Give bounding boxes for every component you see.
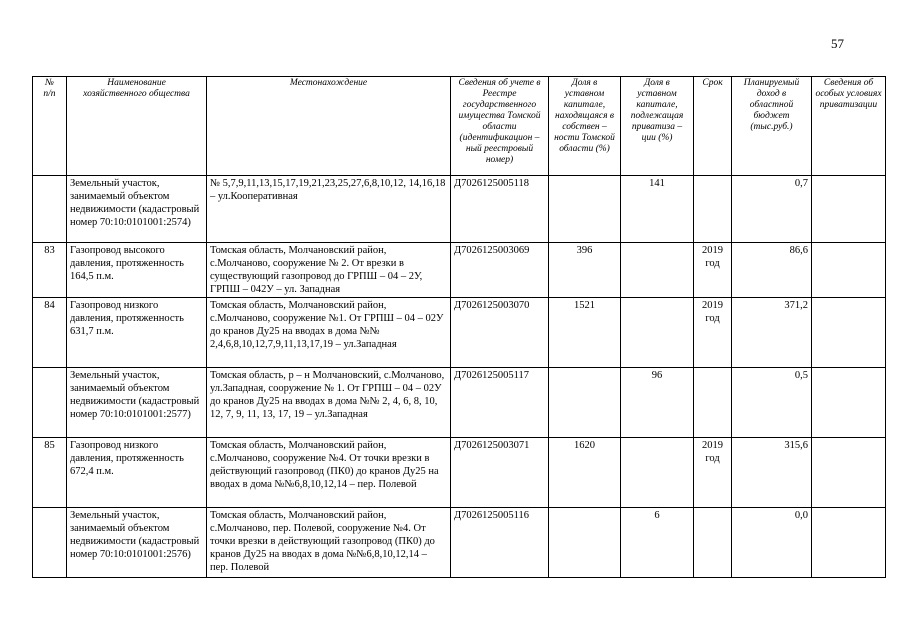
cell-registry: Д7026125003070 (451, 298, 549, 368)
cell-conditions (812, 508, 886, 578)
cell-location: № 5,7,9,11,13,15,17,19,21,23,25,27,6,8,10,12, 14,16,18 – ул.Кооперативная (207, 176, 451, 243)
cell-share-priv: 141 (621, 176, 694, 243)
cell-num (33, 368, 67, 438)
header-registry: Сведения об учете в Реестре государственного имущества Томской области (идентификацион – ный реестровый номер) (451, 77, 549, 176)
cell-share-priv: 6 (621, 508, 694, 578)
cell-name: Земельный участок, занимаемый объектом недвижимости (кадастровый номер 70:10:0101001:2576) (67, 508, 207, 578)
table-row (33, 243, 886, 298)
cell-term (694, 368, 732, 438)
table-row (33, 298, 886, 368)
cell-conditions (812, 176, 886, 243)
header-location: Местонахождение (207, 77, 451, 176)
cell-registry: Д7026125005118 (451, 176, 549, 243)
cell-num: 85 (33, 438, 67, 508)
table-row (33, 176, 886, 243)
cell-share-priv (621, 298, 694, 368)
privatization-table (32, 76, 886, 578)
cell-term (694, 508, 732, 578)
cell-name: Земельный участок, занимаемый объектом недвижимости (кадастровый номер 70:10:0101001:2577) (67, 368, 207, 438)
cell-registry: Д7026125005116 (451, 508, 549, 578)
cell-name: Газопровод низкого давления, протяженность 672,4 п.м. (67, 438, 207, 508)
cell-conditions (812, 368, 886, 438)
cell-income: 0,0 (732, 508, 812, 578)
cell-income: 86,6 (732, 243, 812, 298)
cell-name: Газопровод низкого давления, протяженность 631,7 п.м. (67, 298, 207, 368)
cell-conditions (812, 298, 886, 368)
cell-income: 315,6 (732, 438, 812, 508)
header-name: Наименование хозяйственного общества (67, 77, 207, 176)
cell-registry: Д7026125003071 (451, 438, 549, 508)
header-conditions: Сведения об особых условиях приватизации (812, 77, 886, 176)
cell-name: Земельный участок, занимаемый объектом недвижимости (кадастровый номер 70:10:0101001:2574) (67, 176, 207, 243)
cell-num: 84 (33, 298, 67, 368)
cell-location: Томская область, Молчановский район, с.Молчаново, сооружение № 2. От врезки в существующий газопровод до ГРПШ – 04 – 2У, ГРПШ – 042У – ул. Западная (207, 243, 451, 298)
table-row (33, 438, 886, 508)
cell-location: Томская область, Молчановский район, с.Молчаново, сооружение №1. От ГРПШ – 04 – 02У до кранов Ду25 на вводах в дома №№ 2,4,6,8,10,12,7,9,11,13,17,19 – ул.Западная (207, 298, 451, 368)
cell-num (33, 176, 67, 243)
cell-share-owned: 396 (549, 243, 621, 298)
header-share-priv: Доля в уставном капитале, подлежащая приватиза – ции (%) (621, 77, 694, 176)
header-num: № п/п (33, 77, 67, 176)
cell-term: 2019 год (694, 438, 732, 508)
cell-term: 2019 год (694, 298, 732, 368)
cell-share-priv (621, 243, 694, 298)
cell-share-owned (549, 368, 621, 438)
cell-num (33, 508, 67, 578)
cell-registry: Д7026125003069 (451, 243, 549, 298)
header-row (33, 77, 886, 176)
cell-share-priv (621, 438, 694, 508)
cell-income: 0,5 (732, 368, 812, 438)
cell-income: 0,7 (732, 176, 812, 243)
cell-registry: Д7026125005117 (451, 368, 549, 438)
cell-share-owned (549, 508, 621, 578)
cell-location: Томская область, р – н Молчановский, с.Молчаново, ул.Западная, сооружение № 1. От ГРПШ – 04 – 02У до кранов Ду25 на вводах в дома №№ 2, 4, 6, 8, 10, 12, 7, 9, 11, 13, 17, 19 – ул.Западная (207, 368, 451, 438)
header-term: Срок (694, 77, 732, 176)
cell-share-owned: 1620 (549, 438, 621, 508)
cell-num: 83 (33, 243, 67, 298)
cell-share-priv: 96 (621, 368, 694, 438)
cell-conditions (812, 438, 886, 508)
cell-name: Газопровод высокого давления, протяженность 164,5 п.м. (67, 243, 207, 298)
header-share-owned: Доля в уставном капитале, находящаяся в собствен – ности Томской области (%) (549, 77, 621, 176)
page-number: 57 (831, 36, 844, 51)
cell-location: Томская область, Молчановский район, с.Молчаново, сооружение №4. От точки врезки в действующий газопровод (ПК0) до кранов Ду25 на вводах в дома №№6,8,10,12,14 – пер. Полевой (207, 438, 451, 508)
cell-conditions (812, 243, 886, 298)
cell-share-owned: 1521 (549, 298, 621, 368)
cell-income: 371,2 (732, 298, 812, 368)
cell-term (694, 176, 732, 243)
cell-term: 2019 год (694, 243, 732, 298)
cell-share-owned (549, 176, 621, 243)
table-row (33, 508, 886, 578)
cell-location: Томская область, Молчановский район, с.Молчаново, пер. Полевой, сооружение №4. От точки врезки в действующий газопровод (ПК0) до кранов Ду25 на вводах в дома №№6,8,10,12,14 – пер. Полевой (207, 508, 451, 578)
table-row (33, 368, 886, 438)
header-income: Планируемый доход в областной бюджет (тыс.руб.) (732, 77, 812, 176)
